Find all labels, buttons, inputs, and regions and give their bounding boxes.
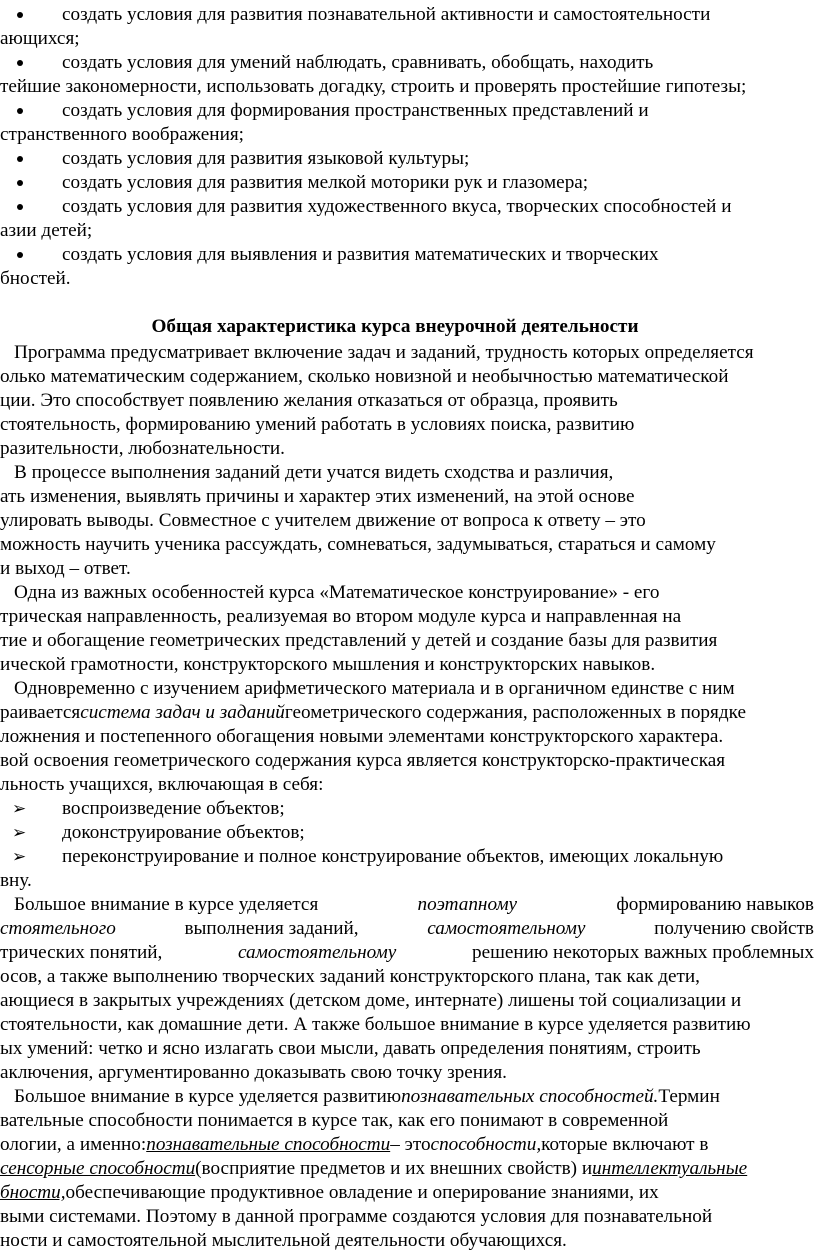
bullet-icon	[14, 99, 26, 123]
text-line: ать изменения, выявлять причины и характер этих изменений, на этой основе	[0, 486, 635, 507]
text-line	[0, 917, 814, 941]
bullet-icon	[14, 195, 26, 219]
text-line: ающиеся в закрытых учреждениях (детском доме, интернате) лишены той социализации и	[0, 990, 742, 1011]
text-line: и выход – ответ.	[0, 558, 131, 579]
emphasis-text: стоятельного	[0, 918, 116, 939]
list-item: создать условия для умений наблюдать, сравнивать, обобщать, находить	[62, 52, 654, 73]
text-line: ции. Это способствует появлению желания отказаться от образца, проявить	[0, 390, 618, 411]
text-span: (восприятие предметов и их внешних свойств) и	[195, 1158, 593, 1179]
text-span: трических понятий,	[0, 942, 163, 963]
text-line: трическая направленность, реализуемая во втором модуле курса и направленная на	[0, 606, 682, 627]
text-line	[0, 1157, 747, 1181]
text-line: можность научить ученика рассуждать, сомневаться, задумываться, стараться и самому	[0, 534, 716, 555]
text-line	[14, 893, 814, 917]
list-item: создать условия для развития мелкой моторики рук и глазомера;	[62, 172, 589, 193]
list-item-continuation: ающихся;	[0, 28, 80, 49]
underlined-term: сенсорные способности	[0, 1158, 196, 1179]
text-span: обеспечивающие продуктивное овладение и оперирование знаниями, их	[65, 1182, 659, 1203]
list-item: создать условия для формирования пространственных представлений и	[62, 100, 649, 121]
text-line	[0, 701, 746, 725]
text-line	[14, 1085, 720, 1109]
text-span: формированию навыков	[616, 894, 814, 915]
text-line	[0, 941, 814, 965]
emphasis-text: поэтапному	[417, 894, 518, 915]
arrow-bullet-icon: ➢	[12, 847, 27, 866]
text-line: разительности, любознательности.	[0, 438, 285, 459]
emphasis-text: самостоятельному	[427, 918, 586, 939]
text-line: осов, а также выполнению творческих заданий конструкторского плана, так как дети,	[0, 966, 700, 987]
section-heading: Общая характеристика курса внеурочной деятельности	[151, 316, 639, 337]
text-line: тие и обогащение геометрических представлений у детей и создание базы для развития	[0, 630, 718, 651]
text-span: ологии, а именно:	[0, 1134, 147, 1155]
text-line: Одновременно с изучением арифметического материала и в органичном единстве с ним	[14, 678, 735, 699]
text-line: вой освоения геометрического содержания курса является конструкторско-практическая	[0, 750, 726, 771]
underlined-term: познавательные способности	[146, 1134, 391, 1155]
emphasis-text: система задач и заданий	[80, 702, 285, 723]
underlined-term: интеллектуальные	[592, 1158, 748, 1179]
list-item-continuation: странственного воображения;	[0, 124, 244, 145]
list-item: воспроизведение объектов;	[62, 798, 285, 819]
bullet-icon	[14, 51, 26, 75]
text-line: В процессе выполнения заданий дети учатся видеть сходства и различия,	[14, 462, 614, 483]
text-span: решению некоторых важных проблемных	[471, 942, 814, 963]
text-line: вательные способности понимается в курсе так, как его понимают в современной	[0, 1110, 669, 1131]
arrow-bullet-icon: ➢	[12, 799, 27, 818]
text-line: стоятельности, как домашние дети. А также большое внимание в курсе уделяется развитию	[0, 1014, 751, 1035]
list-item: создать условия для развития художественного вкуса, творческих способностей и	[62, 196, 732, 217]
text-line: ложнения и постепенного обогащения новыми элементами конструкторского характера.	[0, 726, 724, 747]
text-line: Программа предусматривает включение задач и заданий, трудность которых определяется	[14, 342, 754, 363]
text-span: получению свойств	[654, 918, 814, 939]
list-item: доконструирование объектов;	[62, 822, 305, 843]
list-item-continuation: тейшие закономерности, использовать догадку, строить и проверять простейшие гипотезы;	[0, 76, 747, 97]
list-item-continuation: бностей.	[0, 268, 71, 289]
list-item: создать условия для выявления и развития математических и творческих	[62, 244, 659, 265]
text-span: Большое внимание в курсе уделяется развитию	[14, 1086, 402, 1107]
text-line: улировать выводы. Совместное с учителем движение от вопроса к ответу – это	[0, 510, 646, 531]
text-line: стоятельность, формированию умений работать в условиях поиска, развитию	[0, 414, 635, 435]
list-item-continuation: вну.	[0, 870, 32, 891]
emphasis-text: самостоятельному	[238, 942, 397, 963]
text-line: выми системами. Поэтому в данной программе создаются условия для познавательной	[0, 1206, 713, 1227]
text-line: аключения, аргументированно доказывать свою точку зрения.	[0, 1062, 507, 1083]
emphasis-text: способности,	[430, 1134, 542, 1155]
text-span: Большое внимание в курсе уделяется	[14, 894, 319, 915]
text-line: Одна из важных особенностей курса «Математическое конструирование» - его	[14, 582, 660, 603]
arrow-bullet-icon: ➢	[12, 823, 27, 842]
text-span: – это	[390, 1134, 431, 1155]
text-span: геометрического содержания, расположенных в порядке	[284, 702, 746, 723]
bullet-icon	[14, 243, 26, 267]
text-span: Термин	[658, 1086, 720, 1107]
emphasis-text: познавательных способностей.	[401, 1086, 659, 1107]
text-line	[0, 1181, 659, 1205]
bullet-icon	[14, 147, 26, 171]
text-line: олько математическим содержанием, сколько новизной и необычностью математической	[0, 366, 729, 387]
bullet-icon	[14, 171, 26, 195]
text-line: ической грамотности, конструкторского мышления и конструкторских навыков.	[0, 654, 656, 675]
list-item-continuation: азии детей;	[0, 220, 93, 241]
list-item: создать условия для развития языковой культуры;	[62, 148, 470, 169]
underlined-term: бности,	[0, 1182, 66, 1203]
text-line: ности и самостоятельной мыслительной деятельности обучающихся.	[0, 1230, 567, 1251]
text-line	[0, 1133, 708, 1157]
text-span: раивается	[0, 702, 81, 723]
text-line: льность учащихся, включающая в себя:	[0, 774, 324, 795]
text-line: ых умений: четко и ясно излагать свои мысли, давать определения понятиям, строить	[0, 1038, 701, 1059]
list-item: переконструирование и полное конструирование объектов, имеющих локальную	[62, 846, 724, 867]
text-span: которые включают в	[541, 1134, 709, 1155]
bullet-icon	[14, 3, 26, 27]
text-span: выполнения заданий,	[184, 918, 359, 939]
list-item: создать условия для развития познавательной активности и самостоятельности	[62, 4, 711, 25]
